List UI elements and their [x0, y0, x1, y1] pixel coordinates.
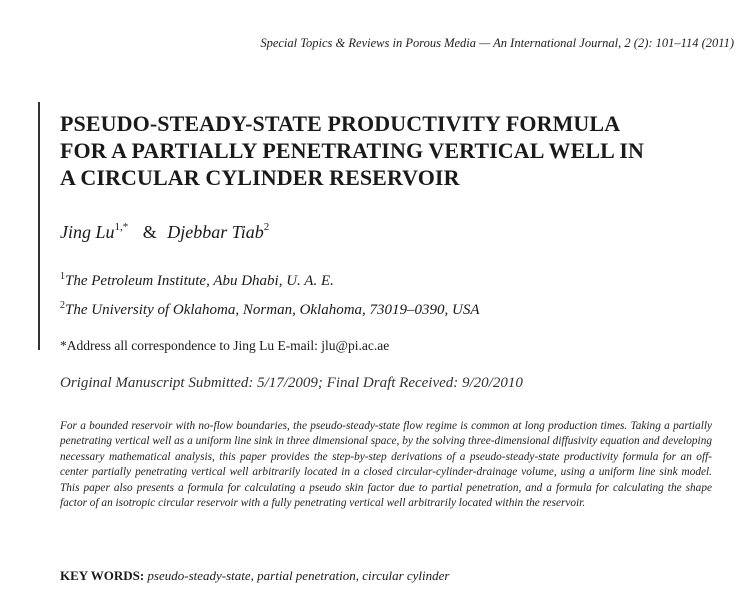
title-line: PSEUDO-STEADY-STATE PRODUCTIVITY FORMULA [60, 111, 621, 136]
keywords [60, 568, 449, 584]
author-separator: & [142, 222, 157, 242]
author-name: Djebbar Tiab [167, 222, 264, 242]
affiliation-text: The University of Oklahoma, Norman, Oklahoma, 73019–0390, USA [65, 302, 480, 318]
paper-title [60, 110, 740, 191]
title-side-rule [38, 102, 40, 350]
keywords-label: KEY WORDS: [60, 568, 145, 583]
title-line: A CIRCULAR CYLINDER RESERVOIR [60, 165, 460, 190]
title-line: FOR A PARTIALLY PENETRATING VERTICAL WELL IN [60, 138, 644, 163]
author-name: Jing Lu [60, 222, 115, 242]
affiliation-text: The Petroleum Institute, Abu Dhabi, U. A. E. [65, 273, 334, 289]
author-affiliation-mark: 2 [263, 221, 270, 233]
running-header: Special Topics & Reviews in Porous Media — An International Journal, 2 (2): 101–114 (2011) [260, 36, 734, 50]
keywords-text: pseudo-steady-state, partial penetration, circular cylinder [147, 568, 450, 583]
manuscript-dates: Original Manuscript Submitted: 5/17/2009; Final Draft Received: 9/20/2010 [60, 375, 523, 391]
affiliation-mark: 2 [60, 300, 65, 311]
author-list [60, 222, 269, 243]
affiliation [60, 300, 480, 319]
affiliation [60, 271, 334, 290]
author-affiliation-mark: 1,* [114, 221, 129, 233]
abstract: For a bounded reservoir with no-flow boundaries, the pseudo-steady-state flow regime is common at long production times. Taking a partially penetrating vertical well as a uniform line sink in three dimensional space, by the solving three-dimensional diffusivity equation and developing necessary mathematical analysis, this paper provides the step-by-step derivations of a pseudo-steady-state productivity formula for an off-center partially penetrating vertical well arbitrarily located in a closed circular-cylinder-drainage volume, using a uniform line sink model. This paper also presents a formula for calculating a pseudo skin factor due to partial penetration, and a formula for calculating the shape factor of an isotropic circular reservoir with a fully penetrating vertical well arbitrarily located within the reservoir. [60, 420, 712, 510]
affiliation-mark: 1 [60, 271, 65, 282]
correspondence-note: *Address all correspondence to Jing Lu E-mail: jlu@pi.ac.ae [60, 338, 390, 353]
